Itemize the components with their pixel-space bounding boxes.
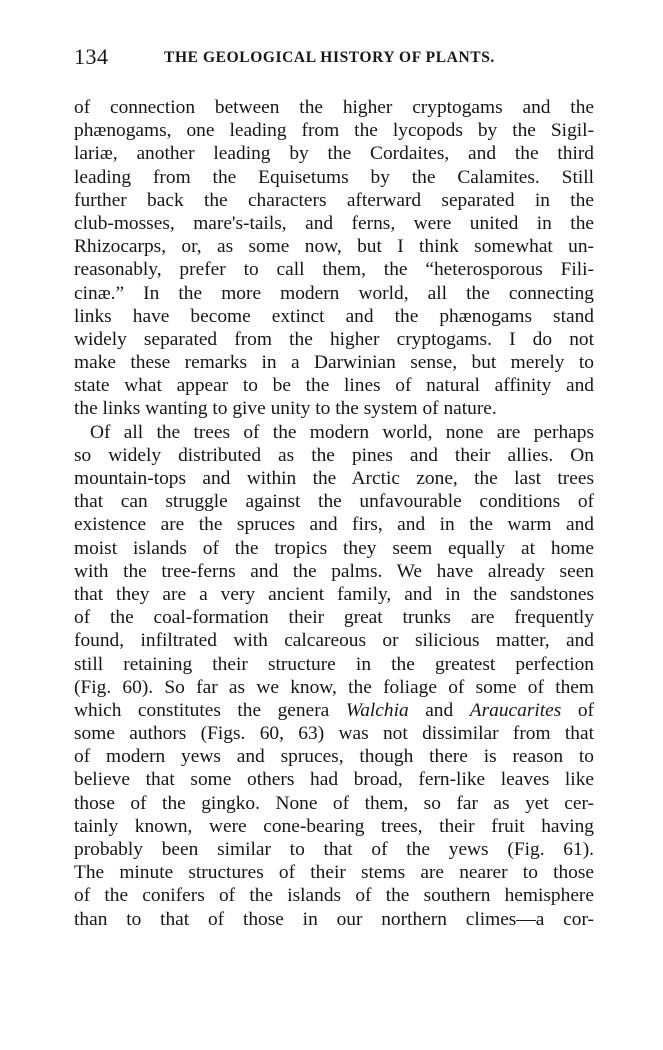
text-fragment: and <box>408 699 470 721</box>
text-line: (Fig. 60). So far as we know, the foliage of some of them <box>74 676 594 698</box>
text-line: that they are a very ancient family, and in the sandstones <box>74 583 594 605</box>
text-line: with the tree-ferns and the palms. We have already seen <box>74 560 594 582</box>
text-line: further back the characters afterward separated in the <box>74 189 594 211</box>
text-line: of the coal-formation their great trunks are frequently <box>74 607 594 629</box>
paragraph-2 <box>74 421 594 931</box>
text-line: cinæ.” In the more modern world, all the connecting <box>74 282 594 304</box>
genus-name-walchia: Walchia <box>345 699 409 721</box>
text-line: reasonably, prefer to call them, the “heterosporous Fili- <box>74 259 594 281</box>
paragraph-1 <box>74 96 594 421</box>
text-line: club-mosses, mare's-tails, and ferns, were united in the <box>74 212 594 234</box>
text-line: tainly known, were cone-bearing trees, their fruit having <box>74 815 594 837</box>
text-line: of the conifers of the islands of the southern hemisphere <box>74 885 594 907</box>
text-line: existence are the spruces and firs, and in the warm and <box>74 514 594 536</box>
text-line: so widely distributed as the pines and their allies. On <box>74 444 594 466</box>
text-line: of modern yews and spruces, though there is reason to <box>74 746 594 768</box>
text-line: links have become extinct and the phænogams stand <box>74 305 594 327</box>
text-line: state what appear to be the lines of natural affinity and <box>74 375 594 397</box>
text-line: than to that of those in our northern climes—a cor- <box>74 908 594 930</box>
text-line: leading from the Equisetums by the Calamites. Still <box>74 166 594 188</box>
text-line: still retaining their structure in the greatest perfection <box>74 653 594 675</box>
body-text <box>74 96 594 931</box>
page-number: 134 <box>74 44 109 69</box>
running-title: THE GEOLOGICAL HISTORY OF PLANTS. <box>164 49 495 66</box>
text-line: mountain-tops and within the Arctic zone, the last trees <box>74 468 594 489</box>
text-line: that can struggle against the unfavourable conditions of <box>74 491 594 513</box>
text-line: widely separated from the higher cryptogams. I do not <box>74 328 594 350</box>
genus-name-araucarites: Araucarites <box>469 699 562 721</box>
text-line: Of all the trees of the modern world, none are perhaps <box>90 421 594 443</box>
text-line-with-genus-names <box>74 699 594 722</box>
text-line: phænogams, one leading from the lycopods by the Sigil- <box>74 120 594 142</box>
running-head <box>74 44 594 74</box>
text-line: probably been similar to that of the yews (Fig. 61). <box>74 839 594 860</box>
text-line: make these remarks in a Darwinian sense, but merely to <box>74 352 594 374</box>
text-line: Rhizocarps, or, as some now, but I think somewhat un- <box>74 236 594 258</box>
text-line: some authors (Figs. 60, 63) was not dissimilar from that <box>74 723 594 745</box>
text-line: lariæ, another leading by the Cordaites, and the third <box>74 143 594 165</box>
text-line: believe that some others had broad, fern-like leaves like <box>74 769 594 791</box>
text-line: The minute structures of their stems are nearer to those <box>74 862 594 884</box>
text-fragment: of <box>561 699 594 721</box>
text-line: those of the gingko. None of them, so far as yet cer- <box>74 792 594 814</box>
text-fragment: which constitutes the genera <box>74 699 346 721</box>
text-line: of connection between the higher cryptogams and the <box>74 97 594 118</box>
text-line: moist islands of the tropics they seem equally at home <box>74 537 594 559</box>
text-line: the links wanting to give unity to the system of nature. <box>74 398 497 420</box>
text-line: found, infiltrated with calcareous or silicious matter, and <box>74 630 594 652</box>
